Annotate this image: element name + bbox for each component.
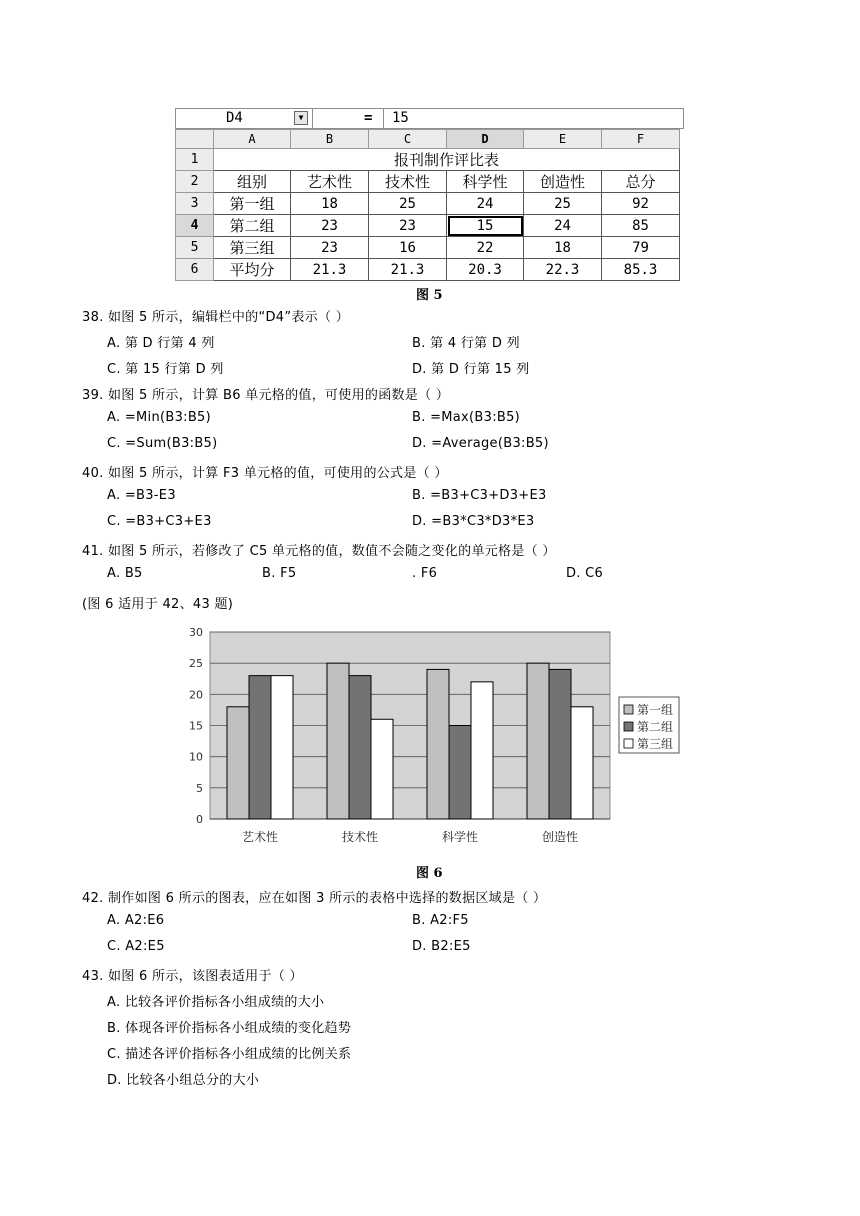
bar-1-1: [227, 707, 249, 819]
name-box[interactable]: [176, 109, 313, 128]
y-tick-label: 10: [189, 750, 203, 764]
table-row: [176, 193, 680, 215]
question-43-option-a: A. 比较各评价指标各小组成绩的大小: [107, 995, 325, 1010]
cell[interactable]: 18: [291, 193, 369, 215]
cell[interactable]: 23: [291, 215, 369, 237]
bar-3-1: [271, 676, 293, 819]
table-row: [176, 149, 680, 171]
column-header-row: [176, 130, 680, 149]
row-header-6[interactable]: 6: [176, 259, 214, 281]
y-tick-label: 20: [189, 688, 203, 702]
question-40-option-d: D. =B3*C3*D3*E3: [412, 514, 535, 529]
question-40-option-b: B. =B3+C3+D3+E3: [412, 488, 547, 503]
cell[interactable]: 24: [524, 215, 602, 237]
cell[interactable]: 92: [602, 193, 680, 215]
cell[interactable]: 第三组: [214, 237, 291, 259]
question-41-stem: 41. 如图 5 所示，若修改了 C5 单元格的值，数值不会随之变化的单元格是（ ）: [82, 544, 556, 559]
cell[interactable]: 25: [524, 193, 602, 215]
y-tick-label: 5: [196, 781, 203, 795]
question-42-option-c: C. A2:E5: [107, 939, 165, 954]
question-39-option-c: C. =Sum(B3:B5): [107, 436, 218, 451]
sheet-title-cell[interactable]: 报刊制作评比表: [214, 149, 680, 171]
column-header-d[interactable]: D: [447, 130, 524, 149]
legend-swatch: [624, 705, 633, 714]
cell[interactable]: 25: [369, 193, 447, 215]
column-header-a[interactable]: A: [214, 130, 291, 149]
formula-divider: [383, 109, 384, 128]
row-header-3[interactable]: 3: [176, 193, 214, 215]
question-39-option-b: B. =Max(B3:B5): [412, 410, 521, 425]
question-39-stem: 39. 如图 5 所示，计算 B6 单元格的值，可使用的函数是（ ）: [82, 388, 450, 403]
row-header-5[interactable]: 5: [176, 237, 214, 259]
bar-2-2: [349, 676, 371, 819]
cell[interactable]: 16: [369, 237, 447, 259]
x-tick-label: 艺术性: [241, 830, 279, 844]
question-42-option-a: A. A2:E6: [107, 913, 165, 928]
formula-value[interactable]: 15: [392, 110, 409, 126]
row-header-2[interactable]: 2: [176, 171, 214, 193]
question-42-stem: 42. 制作如图 6 所示的图表，应在如图 3 所示的表格中选择的数据区域是（ ）: [82, 891, 547, 906]
cell[interactable]: 平均分: [214, 259, 291, 281]
legend-label: 第一组: [637, 703, 674, 717]
bar-1-3: [427, 669, 449, 819]
question-42-option-b: B. A2:F5: [412, 913, 469, 928]
question-43-option-b: B. 体现各评价指标各小组成绩的变化趋势: [107, 1021, 352, 1036]
bar-1-4: [527, 663, 549, 819]
name-box-value: D4: [226, 110, 243, 126]
question-41-option-d: D. C6: [566, 566, 604, 581]
sheet-grid: [175, 129, 680, 281]
table-row: [176, 259, 680, 281]
question-43-option-c: C. 描述各评价指标各小组成绩的比例关系: [107, 1047, 352, 1062]
cell[interactable]: 第一组: [214, 193, 291, 215]
question-41-option-b: B. F5: [262, 566, 297, 581]
cell[interactable]: 24: [447, 193, 524, 215]
cell[interactable]: 总分: [602, 171, 680, 193]
cell[interactable]: 85: [602, 215, 680, 237]
question-38-option-b: B. 第 4 行第 D 列: [412, 336, 520, 351]
question-43-stem: 43. 如图 6 所示，该图表适用于（ ）: [82, 969, 303, 984]
legend-label: 第三组: [637, 737, 674, 751]
bar-3-4: [571, 707, 593, 819]
question-38-option-d: D. 第 D 行第 15 列: [412, 362, 530, 377]
figure-5-caption: 图 5: [416, 288, 443, 303]
cell[interactable]: 艺术性: [291, 171, 369, 193]
y-tick-label: 25: [189, 657, 203, 671]
question-42-option-d: D. B2:E5: [412, 939, 471, 954]
cell[interactable]: 23: [291, 237, 369, 259]
figure-6-caption: 图 6: [416, 866, 443, 881]
question-41-option-a: A. B5: [107, 566, 143, 581]
bar-2-1: [249, 676, 271, 819]
legend-label: 第二组: [637, 720, 674, 734]
bar-2-3: [449, 726, 471, 820]
table-row: [176, 171, 680, 193]
active-cell-d4[interactable]: 15: [447, 215, 524, 237]
legend-swatch: [624, 739, 633, 748]
question-43-option-d: D. 比较各小组总分的大小: [107, 1073, 260, 1088]
cell[interactable]: 技术性: [369, 171, 447, 193]
formula-bar: [175, 108, 684, 129]
formula-equals-sign: =: [364, 110, 373, 126]
y-tick-label: 0: [196, 813, 203, 826]
question-41-option-c: . F6: [412, 566, 438, 581]
question-40-option-c: C. =B3+C3+E3: [107, 514, 212, 529]
bar-1-2: [327, 663, 349, 819]
x-tick-label: 创造性: [541, 830, 579, 844]
question-38-option-a: A. 第 D 行第 4 列: [107, 336, 215, 351]
row-header-1[interactable]: 1: [176, 149, 214, 171]
chevron-down-icon[interactable]: ▼: [294, 111, 308, 125]
cell[interactable]: 21.3: [291, 259, 369, 281]
x-tick-label: 技术性: [341, 830, 379, 844]
bar-3-3: [471, 682, 493, 819]
bar-2-4: [549, 669, 571, 819]
question-39-option-d: D. =Average(B3:B5): [412, 436, 549, 451]
column-header-e[interactable]: E: [524, 130, 602, 149]
corner-cell[interactable]: [176, 130, 214, 149]
row-header-4[interactable]: 4: [176, 215, 214, 237]
y-tick-label: 15: [189, 719, 203, 733]
column-header-c[interactable]: C: [369, 130, 447, 149]
x-tick-label: 科学性: [441, 830, 479, 844]
cell[interactable]: 22.3: [524, 259, 602, 281]
cell[interactable]: 第二组: [214, 215, 291, 237]
figure-6-note: (图 6 适用于 42、43 题): [82, 597, 234, 612]
cell[interactable]: 20.3: [447, 259, 524, 281]
cell[interactable]: 22: [447, 237, 524, 259]
cell[interactable]: 科学性: [447, 171, 524, 193]
table-row: [176, 215, 680, 237]
cell[interactable]: 79: [602, 237, 680, 259]
question-39-option-a: A. =Min(B3:B5): [107, 410, 211, 425]
y-tick-label: 30: [189, 626, 203, 639]
cell[interactable]: 21.3: [369, 259, 447, 281]
table-row: [176, 237, 680, 259]
cell[interactable]: 组别: [214, 171, 291, 193]
spreadsheet-figure-5: [175, 108, 684, 279]
question-40-stem: 40. 如图 5 所示，计算 F3 单元格的值，可使用的公式是（ ）: [82, 466, 448, 481]
cell[interactable]: 23: [369, 215, 447, 237]
cell[interactable]: 18: [524, 237, 602, 259]
question-40-option-a: A. =B3-E3: [107, 488, 176, 503]
cell[interactable]: 创造性: [524, 171, 602, 193]
bar-chart-figure-6: [175, 622, 685, 847]
column-header-f[interactable]: F: [602, 130, 680, 149]
legend-swatch: [624, 722, 633, 731]
column-header-b[interactable]: B: [291, 130, 369, 149]
bar-3-2: [371, 719, 393, 819]
question-38-option-c: C. 第 15 行第 D 列: [107, 362, 224, 377]
cell[interactable]: 85.3: [602, 259, 680, 281]
question-38-stem: 38. 如图 5 所示，编辑栏中的“D4”表示（ ）: [82, 310, 350, 325]
